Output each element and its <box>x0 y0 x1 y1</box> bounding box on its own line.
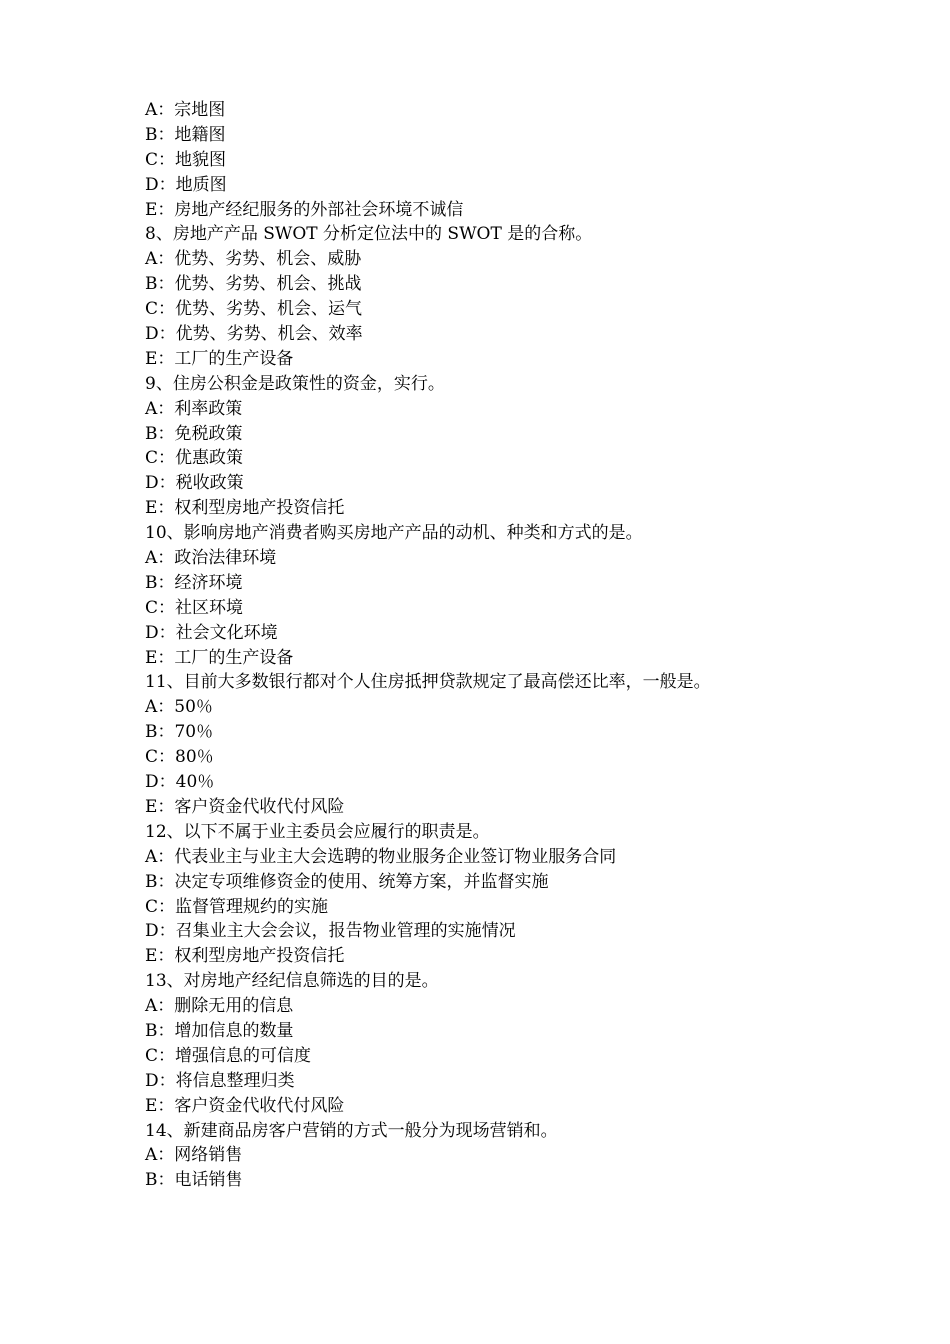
option-line: D：召集业主大会会议，报告物业管理的实施情况 <box>145 921 516 942</box>
option-line: B：增加信息的数量 <box>145 1020 294 1041</box>
option-line: E：工厂的生产设备 <box>145 348 294 369</box>
option-line: E：工厂的生产设备 <box>145 647 294 668</box>
option-line: A：网络销售 <box>145 1145 243 1166</box>
option-line: A：政治法律环境 <box>145 548 277 569</box>
option-line: B：70％ <box>145 722 214 743</box>
option-line: E：客户资金代收代付风险 <box>145 796 345 817</box>
option-line: D：社会文化环境 <box>145 622 278 643</box>
question-line: 10、影响房地产消费者购买房地产产品的动机、种类和方式的是。 <box>145 523 643 544</box>
option-line: E：客户资金代收代付风险 <box>145 1095 345 1116</box>
option-line: A：删除无用的信息 <box>145 996 294 1017</box>
option-line: C：社区环境 <box>145 597 244 618</box>
option-line: D：40％ <box>145 772 215 793</box>
option-line: C：80％ <box>145 747 214 768</box>
question-line: 13、对房地产经纪信息筛选的目的是。 <box>145 971 439 992</box>
option-line: B：优势、劣势、机会、挑战 <box>145 274 362 295</box>
option-line: D：优势、劣势、机会、效率 <box>145 324 363 345</box>
option-line: E：权利型房地产投资信托 <box>145 498 345 519</box>
question-line: 8、房地产产品 SWOT 分析定位法中的 SWOT 是的合称。 <box>145 224 593 245</box>
option-line: A：利率政策 <box>145 398 243 419</box>
option-line: E：房地产经纪服务的外部社会环境不诚信 <box>145 199 464 220</box>
question-list <box>145 98 865 1193</box>
option-line: B：免税政策 <box>145 423 243 444</box>
option-line: C：监督管理规约的实施 <box>145 896 329 917</box>
question-line: 12、以下不属于业主委员会应履行的职责是。 <box>145 821 490 842</box>
option-line: E：权利型房地产投资信托 <box>145 946 345 967</box>
option-line: C：地貌图 <box>145 149 227 170</box>
option-line: A：50％ <box>145 697 213 718</box>
option-line: C：优势、劣势、机会、运气 <box>145 299 363 320</box>
option-line: C：优惠政策 <box>145 448 244 469</box>
question-line: 11、目前大多数银行都对个人住房抵押贷款规定了最高偿还比率，一般是。 <box>145 672 711 693</box>
option-line: B：地籍图 <box>145 124 226 145</box>
option-line: C：增强信息的可信度 <box>145 1045 312 1066</box>
option-line: B：电话销售 <box>145 1170 243 1191</box>
option-line: A：代表业主与业主大会选聘的物业服务企业签订物业服务合同 <box>145 846 617 867</box>
option-line: A：宗地图 <box>145 100 226 120</box>
option-line: B：决定专项维修资金的使用、统筹方案，并监督实施 <box>145 871 549 892</box>
question-line: 9、住房公积金是政策性的资金，实行。 <box>145 373 445 394</box>
option-line: D：税收政策 <box>145 473 244 494</box>
option-line: D：地质图 <box>145 174 227 195</box>
question-line: 14、新建商品房客户营销的方式一般分为现场营销和。 <box>145 1120 558 1141</box>
option-line: B：经济环境 <box>145 572 243 593</box>
option-line: D：将信息整理归类 <box>145 1070 295 1091</box>
option-line: A：优势、劣势、机会、威胁 <box>145 249 362 270</box>
